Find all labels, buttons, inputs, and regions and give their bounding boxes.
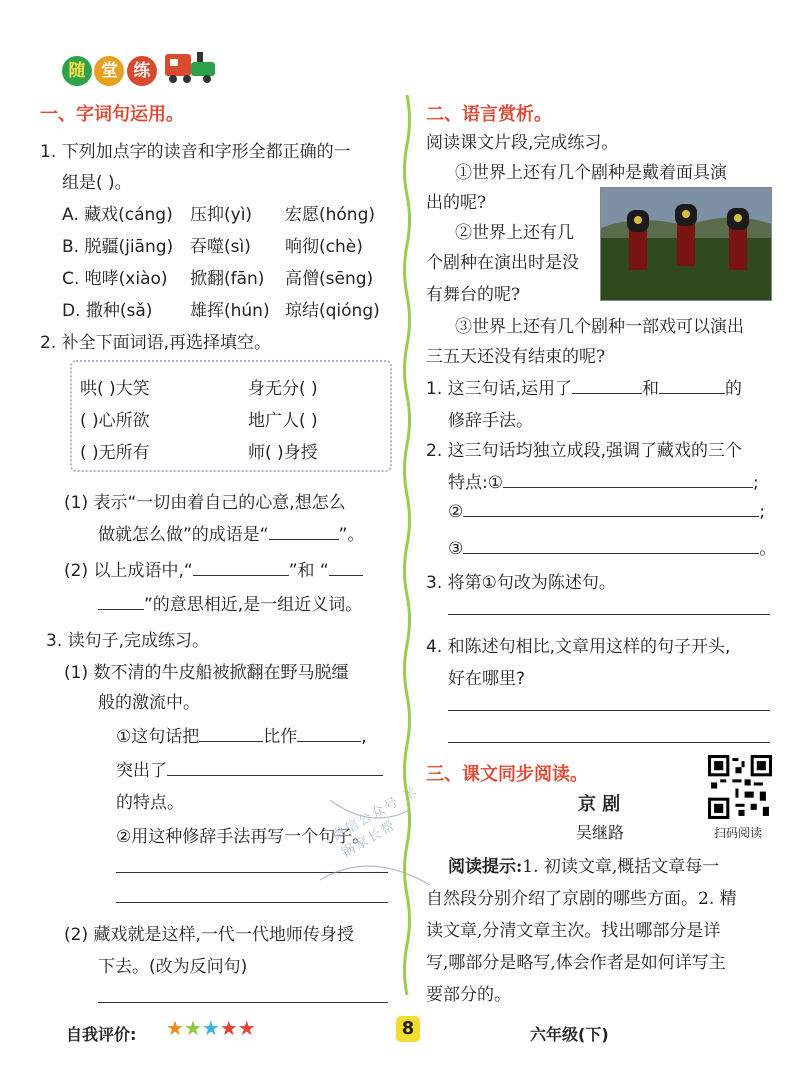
tip-line2: 自然段分别介绍了京剧的哪些方面。2. 精 <box>426 889 737 909</box>
tibetan-opera-photo <box>600 187 772 301</box>
rating-stars[interactable] <box>166 1016 256 1040</box>
section2-title: 二、语言赏析。 <box>426 104 552 125</box>
q3-sub1-line2: 般的激流中。 <box>98 693 200 713</box>
star-icon[interactable]: ★ <box>219 1016 238 1040</box>
q3-c1-text: ①这句话把 <box>116 727 200 747</box>
answer-blank[interactable] <box>503 486 753 488</box>
r2-num2: ② <box>448 502 464 522</box>
star-icon[interactable]: ★ <box>237 1016 256 1040</box>
idiom-6: 师( )身授 <box>248 443 318 463</box>
read-prompt: 阅读课文片段,完成练习。 <box>426 133 619 153</box>
r4-line2: 好在哪里? <box>448 669 526 689</box>
star-icon[interactable]: ★ <box>166 1016 184 1040</box>
r2-line4 <box>448 534 776 559</box>
q3-sub1-line1: (1) 数不清的牛皮船被掀翻在野马脱缰 <box>64 663 349 683</box>
q1-option-c3: 高僧(sēng) <box>285 269 374 289</box>
vine-divider <box>400 95 414 995</box>
q1-option-a3: 宏愿(hóng) <box>285 205 376 225</box>
answer-line[interactable] <box>448 614 770 615</box>
q2-sub2-mid: ”和 “ <box>288 561 329 581</box>
answer-blank[interactable] <box>167 774 383 776</box>
passage-1a: ①世界上还有几个剧种是戴着面具演 <box>455 163 727 183</box>
q3-c1-b-text: 突出了 <box>116 761 167 781</box>
q3-sub2-line2: 下去。(改为反问句) <box>98 957 248 977</box>
idiom-2: 身无分( ) <box>248 379 318 399</box>
q3-c2: ②用这种修辞手法再写一个句子。 <box>116 827 370 847</box>
q1-option-d3: 琼结(qióng) <box>285 301 380 321</box>
passage-3a: ③世界上还有几个剧种一部戏可以演出 <box>455 317 744 337</box>
answer-blank[interactable] <box>659 392 725 394</box>
q1-option-b2: 吞噬(sì) <box>190 237 251 257</box>
r1-and: 和 <box>642 379 660 399</box>
qr-caption: 扫码阅读 <box>714 826 763 840</box>
q3-c1-comma: , <box>361 727 367 747</box>
r2-line2 <box>448 468 759 493</box>
answer-blank[interactable] <box>572 392 642 394</box>
q1-option-d1: D. 撒种(sǎ) <box>62 301 153 321</box>
qr-code[interactable] <box>708 755 772 819</box>
answer-blank[interactable] <box>329 574 363 576</box>
star-icon[interactable]: ★ <box>201 1016 220 1040</box>
r2-semicolon2: ; <box>759 502 765 522</box>
q2-sub2-text: (2) 以上成语中,“ <box>64 561 193 581</box>
tip-line4: 写,哪部分是略写,体会作者是如何详写主 <box>426 953 726 973</box>
answer-blank[interactable] <box>193 574 289 576</box>
r1-line1 <box>426 374 742 399</box>
r2-line1: 2. 这三句话均独立成段,强调了藏戏的三个 <box>426 441 743 461</box>
answer-blank[interactable] <box>297 740 361 742</box>
q1-option-d2: 雄挥(hún) <box>190 301 270 321</box>
q1-line2: 组是( )。 <box>62 173 132 193</box>
passage-2b: 个剧种在演出时是没 <box>426 253 579 273</box>
header-logo <box>62 48 221 86</box>
tip-line5: 要部分的。 <box>426 985 511 1005</box>
q3-c1-line2 <box>116 756 383 781</box>
passage-2a: ②世界上还有几 <box>455 223 574 243</box>
logo-char-3: 练 <box>127 56 157 86</box>
answer-line[interactable] <box>448 710 770 711</box>
stamp-text: 微信公众号 米锅家长帮 <box>329 783 421 861</box>
answer-blank[interactable] <box>269 538 339 540</box>
star-icon[interactable]: ★ <box>183 1016 202 1040</box>
idiom-3: ( )心所欲 <box>80 411 150 431</box>
r2-semicolon: ; <box>752 473 759 493</box>
q1-option-c1: C. 咆哮(xiào) <box>62 269 168 289</box>
q1-option-a2: 压抑(yì) <box>190 205 253 225</box>
q2-sub1-line2 <box>98 520 364 545</box>
answer-blank[interactable] <box>199 740 263 742</box>
r1-text: 1. 这三句话,运用了 <box>426 379 573 399</box>
r2-num3: ③ <box>448 539 464 559</box>
q2-sub2-line1 <box>64 556 363 581</box>
q2-sub2-end: ”的意思相近,是一组近义词。 <box>144 595 363 615</box>
tip-text1: 1. 初读文章,概括文章每一 <box>522 857 720 877</box>
r1-de: 的 <box>725 379 743 399</box>
logo-char-2: 堂 <box>94 56 124 86</box>
q3-c1-mid: 比作 <box>263 727 298 747</box>
idiom-4: 地广人( ) <box>248 411 318 431</box>
passage-2c: 有舞台的呢? <box>426 285 521 305</box>
article-title: 京 剧 <box>578 794 621 815</box>
answer-blank[interactable] <box>463 552 759 554</box>
answer-blank[interactable] <box>463 515 759 517</box>
q3-c1-line3: 的特点。 <box>116 793 184 813</box>
r3: 3. 将第①句改为陈述句。 <box>426 573 616 593</box>
passage-1b: 出的呢? <box>426 193 487 213</box>
q3-title: 3. 读句子,完成练习。 <box>46 631 210 651</box>
watermark-stamp <box>290 783 440 900</box>
r2-period: 。 <box>759 539 777 559</box>
tip-line1 <box>448 852 719 877</box>
r4-line1: 4. 和陈述句相比,文章用这样的句子开头, <box>426 637 731 657</box>
q2-title: 2. 补全下面词语,再选择填空。 <box>40 333 272 353</box>
r2-line3 <box>448 502 765 522</box>
answer-blank[interactable] <box>98 608 144 610</box>
logo-char-1: 随 <box>62 56 92 86</box>
idiom-5: ( )无所有 <box>80 443 150 463</box>
q1-option-c2: 掀翻(fān) <box>190 269 265 289</box>
q3-c1-line1 <box>116 722 367 747</box>
page-number: 8 <box>396 1016 420 1042</box>
answer-line[interactable] <box>116 902 388 903</box>
section3-title: 三、课文同步阅读。 <box>426 764 588 785</box>
tip-label: 阅读提示: <box>448 857 523 877</box>
r1-line2: 修辞手法。 <box>448 411 533 431</box>
q3-sub2-line1: (2) 藏戏就是这样,一代一代地师传身授 <box>64 925 354 945</box>
passage-3b: 三五天还没有结束的呢? <box>426 347 606 367</box>
answer-line[interactable] <box>98 1002 388 1003</box>
q1-option-a1: A. 藏戏(cáng) <box>62 205 173 225</box>
q2-sub2-line2 <box>98 590 362 615</box>
article-author: 吴继路 <box>576 823 625 842</box>
q2-sub1-line2-end: ”。 <box>338 525 365 545</box>
tip-line3: 读文章,分清文章主次。找出哪部分是详 <box>426 921 721 941</box>
section1-title: 一、字词句运用。 <box>40 104 184 125</box>
q2-sub1-line2-text: 做就怎么做”的成语是“ <box>98 525 269 545</box>
q1-line1: 1. 下列加点字的读音和字形全都正确的一 <box>40 142 351 162</box>
idiom-1: 哄( )大笑 <box>80 379 150 399</box>
q1-option-b3: 响彻(chè) <box>285 237 363 257</box>
r2-feature-label: 特点:① <box>448 473 503 493</box>
answer-line[interactable] <box>448 742 770 743</box>
train-icon <box>161 48 221 84</box>
opera-photo-image <box>601 188 771 300</box>
self-eval-label: 自我评价: <box>66 1025 137 1044</box>
grade-label: 六年级(下) <box>530 1025 609 1044</box>
q1-option-b1: B. 脱疆(jiāng) <box>62 237 174 257</box>
q2-sub1-line1: (1) 表示“一切由着自己的心意,想怎么 <box>64 493 346 513</box>
